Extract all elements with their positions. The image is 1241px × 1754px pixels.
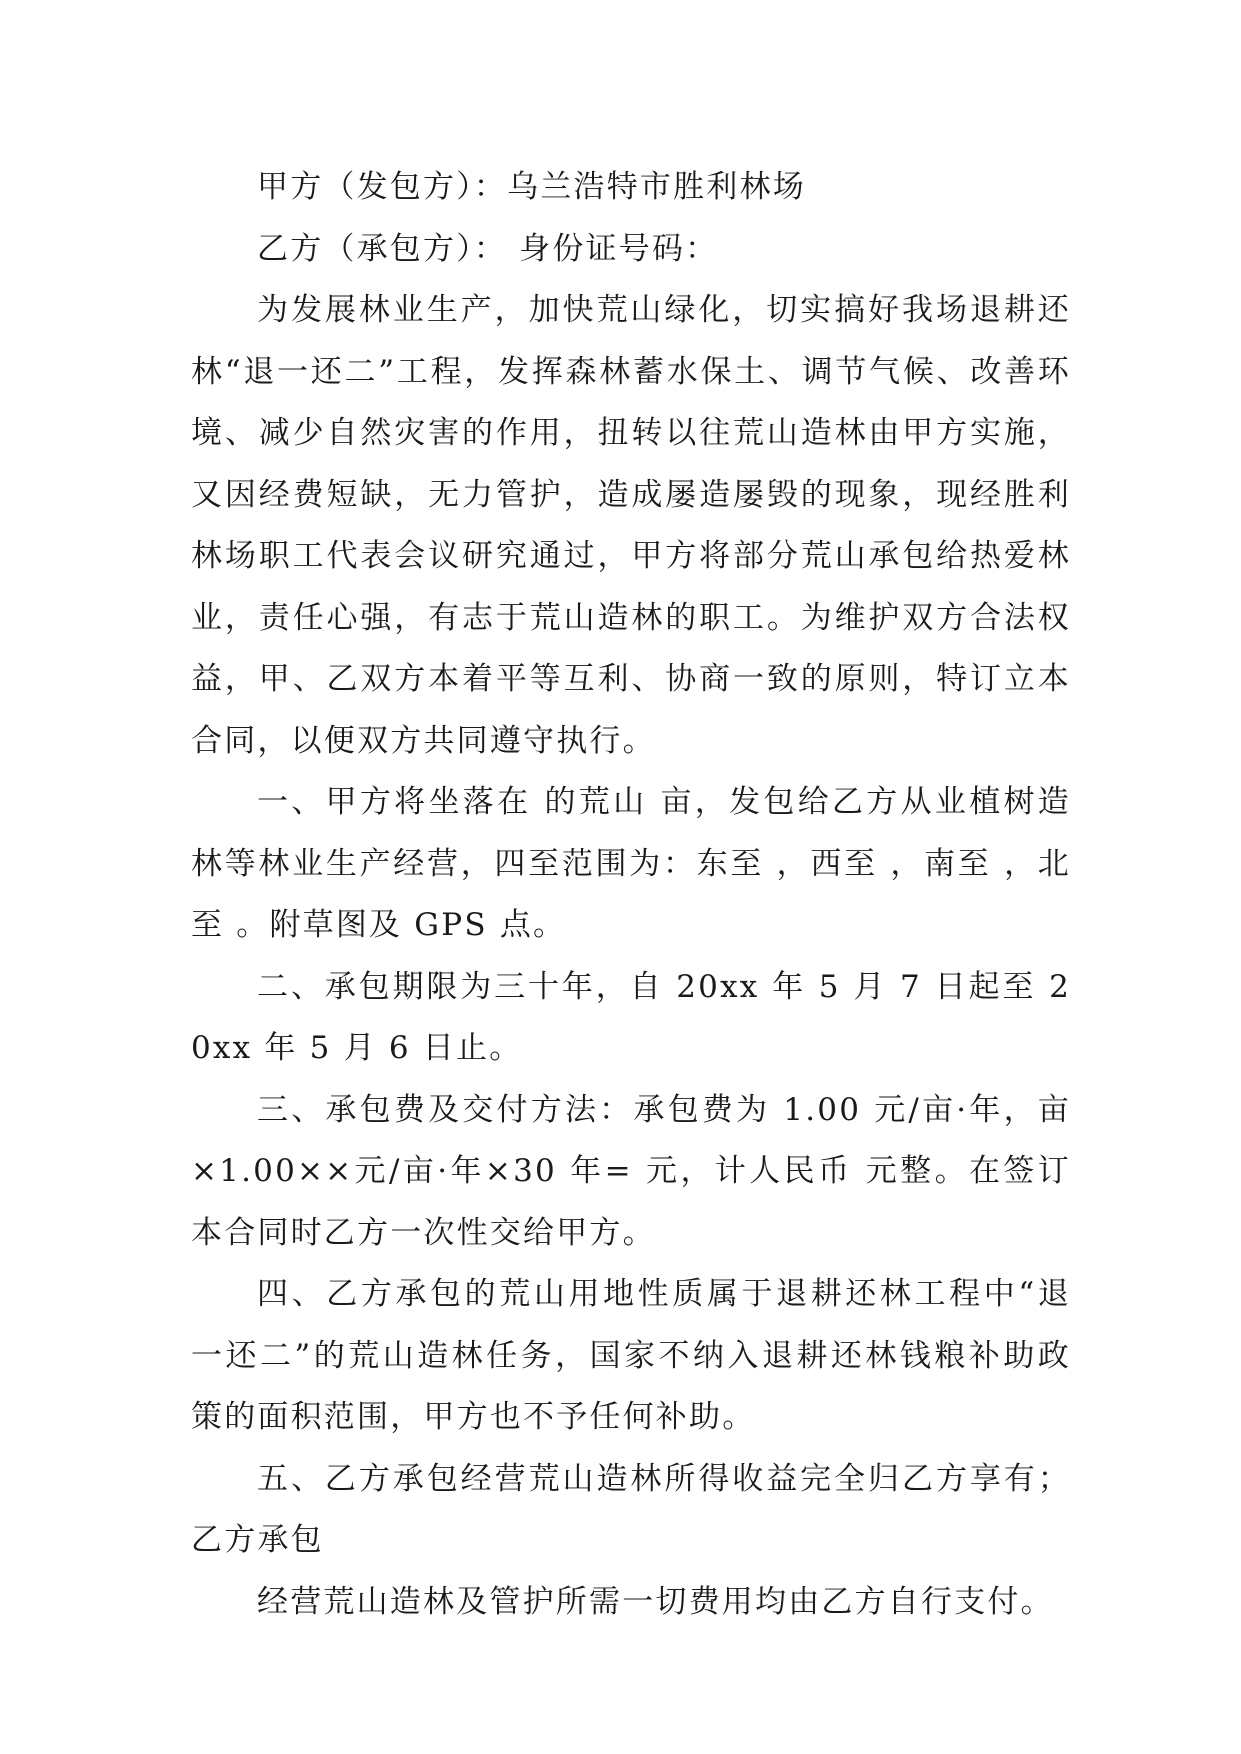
party-b-line: 乙方（承包方）： 身份证号码： bbox=[257, 230, 719, 267]
clause-1-paragraph: 一、甲方将坐落在 的荒山 亩，发包给乙方从业植树造林等林业生产经营，四至范围为：东至 ，西至 ，南至 ，北至 。附草图及 GPS 点。 bbox=[191, 784, 1071, 943]
clause-5-continuation: 经营荒山造林及管护所需一切费用均由乙方自行支付。 bbox=[257, 1583, 1054, 1620]
clause-3-paragraph: 三、承包费及交付方法：承包费为 1.00 元/亩·年，亩×1.00××元/亩·年×30 年= 元，计人民币 元整。在签订本合同时乙方一次性交给甲方。 bbox=[191, 1091, 1071, 1251]
clause-4-paragraph: 四、乙方承包的荒山用地性质属于退耕还林工程中“退一还二”的荒山造林任务，国家不纳入退耕还林钱粮补助政策的面积范围，甲方也不予任何补助。 bbox=[191, 1276, 1071, 1435]
clause-5-paragraph: 五、乙方承包经营荒山造林所得收益完全归乙方享有；乙方承包 bbox=[191, 1460, 1071, 1558]
contract-body bbox=[191, 157, 1071, 1633]
clause-2-paragraph: 二、承包期限为三十年，自 20xx 年 5 月 7 日起至 20xx 年 5 月 6 日止。 bbox=[191, 968, 1071, 1066]
preamble-paragraph: 为发展林业生产，加快荒山绿化，切实搞好我场退耕还林“退一还二”工程，发挥森林蓄水保土、调节气候、改善环境、减少自然灾害的作用，扭转以往荒山造林由甲方实施，又因经费短缺，无力管护，造成屡造屡毁的现象，现经胜利林场职工代表会议研究通过，甲方将部分荒山承包给热爱林业，责任心强，有志于荒山造林的职工。为维护双方合法权益，甲、乙双方本着平等互利、协商一致的原则，特订立本合同，以便双方共同遵守执行。 bbox=[191, 292, 1071, 759]
party-a-line: 甲方（发包方）：乌兰浩特市胜利林场 bbox=[257, 169, 806, 205]
